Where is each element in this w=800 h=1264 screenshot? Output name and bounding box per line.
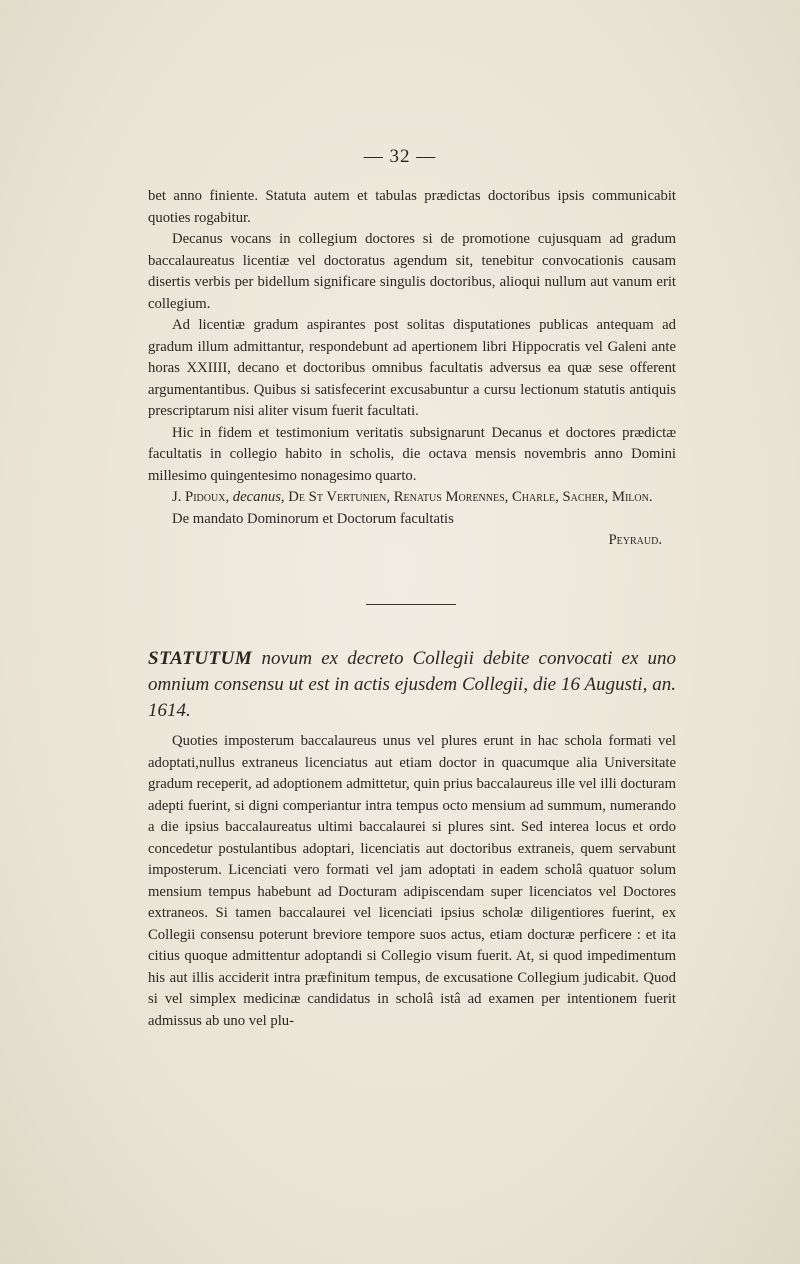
section-divider bbox=[366, 604, 456, 605]
paragraph: Decanus vocans in collegium doctores si de promotione cujusquam ad gradum baccalaureatus licentiæ vel doctoratus agendum sit, tenebitur convocationis causam disertis verbis per bidellum significare singulis doctoribus, alioqui nullum aut vanum erit collegium. bbox=[148, 231, 676, 312]
signature-dean-role: decanus, bbox=[232, 489, 285, 505]
signatures bbox=[148, 487, 676, 509]
text-block-1 bbox=[148, 186, 676, 552]
statute-heading bbox=[148, 646, 676, 724]
page-number: — 32 — bbox=[363, 146, 437, 167]
text-block-2 bbox=[148, 731, 676, 1032]
mandate-line: De mandato Dominorum et Doctorum facultatis bbox=[172, 510, 454, 527]
signature-doctors: De St Vertunien, Renatus Morennes, Charle, Sacher, Milon. bbox=[288, 489, 653, 505]
paragraph: Ad licentiæ gradum aspirantes post solitas disputationes publicas antequam ad gradum illum admittantur, respondebunt ad apertionem libri Hippocratis vel Galeni ante horas XXIIII, decano et doctoribus omnibus facultatis adversus ea quæ sese offerent argumentantibus. Quibus si satisfecerint excusabuntur a cursu lectionum statutis antiquis prescriptarum nisi aliter visum fuerit facultati. bbox=[148, 317, 676, 419]
paragraph: bet anno finiente. Statuta autem et tabulas prædictas doctoribus ipsis communicabit quoties rogabitur. bbox=[148, 188, 676, 226]
clerk-signature: Peyraud. bbox=[608, 532, 662, 548]
paragraph: Quoties imposterum baccalaureus unus vel plures erunt in hac schola formati vel adoptati,nullus extraneus licenciatus aut etiam doctor in quacumque alia Universitate gradum receperit, ad adoptionem admittetur, quin prius baccalaureus ille vel illi docturam adepti fuerint, si digni comperiantur intra tempus octo mensium ad summum, numerando a die ipsius baccalaureatus ultimi baccalaurei si plures sint. Sed interea locus et ordo concedetur postulantibus adoptari, licenciatis aut doctoribus extraneis, quem servabunt imposterum. Licenciati vero formati vel jam adoptati in eadem scholâ quatuor solum mensium tempus habebunt ad Docturam adipiscendam super licenciatos vel Doctores extraneos. Si tamen baccalaurei vel licenciati ipsius scholæ diligentiores fuerint, ex Collegii consensu poterunt breviore tempore suos actus, etiam docturæ perficere : et ita citius quoque admittentur adoptandi si Collegio visum fuerit. At, si quod impedimentum his aut illis acciderit intra præfinitum tempus, de excusatione Collegium judicabit. Quod si vel simplex medicinæ candidatus in scholâ istâ ad examen per intentionem fuerit admissus ab uno vel plu- bbox=[148, 733, 676, 1029]
paragraph: Hic in fidem et testimonium veritatis subsignarunt Decanus et doctores prædictæ facultatis in collegio habito in scholis, die octava mensis novembris anno Domini millesimo quingentesimo nonagesimo quarto. bbox=[148, 424, 676, 484]
statute-heading-text: novum ex decreto Collegii debite convocati ex uno omnium consensu ut est in actis ejusdem Collegii, die 16 Augusti, an. 1614. bbox=[148, 648, 677, 721]
statute-heading-bold: STATUTUM bbox=[148, 648, 253, 669]
signature-dean: J. Pidoux, bbox=[172, 489, 230, 505]
